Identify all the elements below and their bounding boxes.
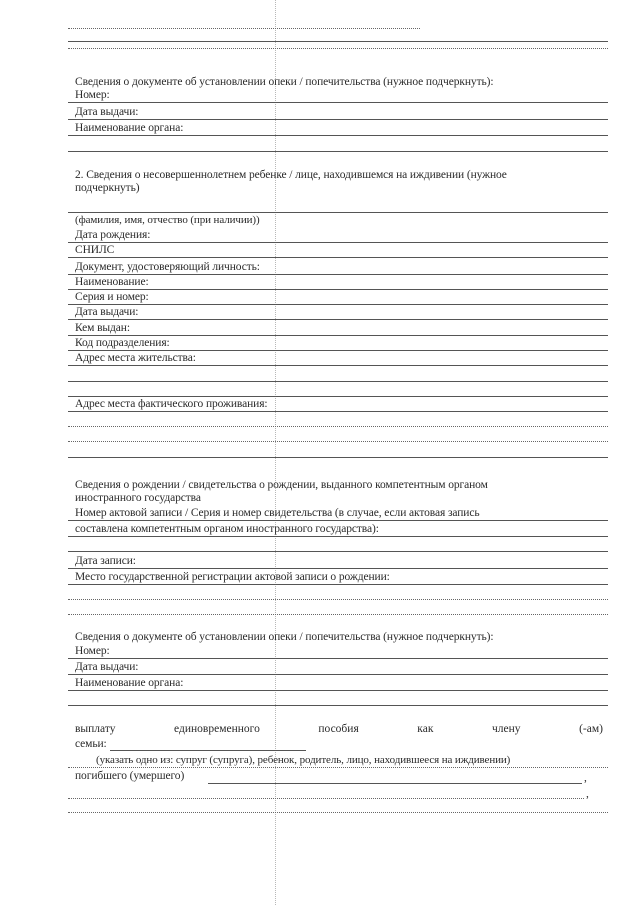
doc-name-label: Наименование: (75, 276, 149, 288)
blank-line (68, 705, 608, 706)
relation-hint: (указать одно из: супруг (супруга), ребенок, родитель, лицо, находившееся на иждивении) (96, 754, 511, 766)
blank-line (68, 812, 608, 813)
guardianship2-authority-line (68, 690, 608, 691)
guardianship2-date-line (68, 674, 608, 675)
issued-by-label: Кем выдан: (75, 322, 130, 334)
series-number-label: Серия и номер: (75, 291, 149, 303)
payment-word: пособия (318, 723, 359, 735)
unit-code-label: Код подразделения: (75, 337, 170, 349)
blank-line (68, 441, 608, 442)
payment-word: единовременного (174, 723, 260, 735)
deceased-line (208, 783, 582, 784)
relation-hint-line (68, 767, 608, 768)
family-line (110, 750, 306, 751)
deceased-comma: , (584, 772, 587, 784)
guardianship2-authority-label: Наименование органа: (75, 677, 184, 689)
actual-address-label: Адрес места фактического проживания: (75, 398, 268, 410)
blank-line (68, 151, 608, 152)
blank-line (68, 798, 584, 799)
blank-line (68, 48, 608, 49)
guardianship2-number-label: Номер: (75, 645, 110, 657)
guardianship-date-label: Дата выдачи: (75, 106, 139, 118)
birth-heading-line1: Сведения о рождении / свидетельства о рождении, выданного компетентным органом (75, 479, 488, 491)
issued-by-line (68, 335, 608, 336)
birth-heading-line2: иностранного государства (75, 492, 201, 504)
payment-word: члену (491, 723, 521, 735)
doc-name-line (68, 289, 608, 290)
id-doc-line (68, 274, 608, 275)
record-line2-underline (68, 536, 608, 537)
blank-line (68, 614, 608, 615)
actual-address-line (68, 411, 608, 412)
guardianship2-heading: Сведения о документе об установлении опеки / попечительства (нужное подчеркнуть): (75, 631, 494, 643)
registration-place-label: Место государственной регистрации актовой записи о рождении: (75, 571, 390, 583)
blank-line (68, 41, 608, 42)
guardianship2-date-label: Дата выдачи: (75, 661, 139, 673)
blank-line (68, 599, 608, 600)
registration-place-line (68, 584, 608, 585)
residence-address-line (68, 365, 608, 366)
blank-line (68, 551, 608, 552)
record-date-label: Дата записи: (75, 555, 136, 567)
guardianship-date-line (68, 119, 608, 120)
doc-issue-date-line (68, 319, 608, 320)
snils-line (68, 257, 608, 258)
blank-line (68, 426, 608, 427)
blank-line (68, 381, 608, 382)
fio-hint: (фамилия, имя, отчество (при наличии)) (75, 214, 260, 226)
payment-word: выплату (75, 723, 116, 735)
blank-line (68, 457, 608, 458)
blank-line (68, 212, 608, 213)
record-number-line1: Номер актовой записи / Серия и номер свидетельства (в случае, если актовая запись (75, 507, 480, 519)
guardianship-authority-label: Наименование органа: (75, 122, 184, 134)
record-number-underline (68, 520, 608, 521)
blank-line (68, 396, 608, 397)
series-number-line (68, 304, 608, 305)
end-comma: , (586, 788, 589, 800)
guardianship-authority-line (68, 135, 608, 136)
residence-address-label: Адрес места жительства: (75, 352, 196, 364)
record-number-line2: составлена компетентным органом иностранного государства): (75, 523, 379, 535)
snils-label: СНИЛС (75, 244, 115, 256)
guardianship-heading: Сведения о документе об установлении опеки / попечительства (нужное подчеркнуть): (75, 76, 494, 88)
guardianship2-number-line (68, 658, 608, 659)
payment-line (75, 723, 603, 736)
guardianship-number-line (68, 102, 608, 103)
payment-word: (-ам) (579, 723, 603, 735)
record-date-line (68, 568, 608, 569)
payment-word: как (417, 723, 434, 735)
section2-heading-line1: 2. Сведения о несовершеннолетнем ребенке / лице, находившемся на иждивении (нужное (75, 169, 507, 181)
guardianship-number-label: Номер: (75, 89, 110, 101)
doc-issue-date-label: Дата выдачи: (75, 306, 139, 318)
deceased-label: погибшего (умершего) (75, 770, 185, 782)
unit-code-line (68, 350, 608, 351)
birth-date-label: Дата рождения: (75, 229, 151, 241)
birth-date-line (68, 242, 608, 243)
family-label: семьи: (75, 738, 107, 750)
blank-line (68, 28, 420, 29)
section2-heading-line2: подчеркнуть) (75, 182, 140, 194)
id-doc-label: Документ, удостоверяющий личность: (75, 261, 260, 273)
